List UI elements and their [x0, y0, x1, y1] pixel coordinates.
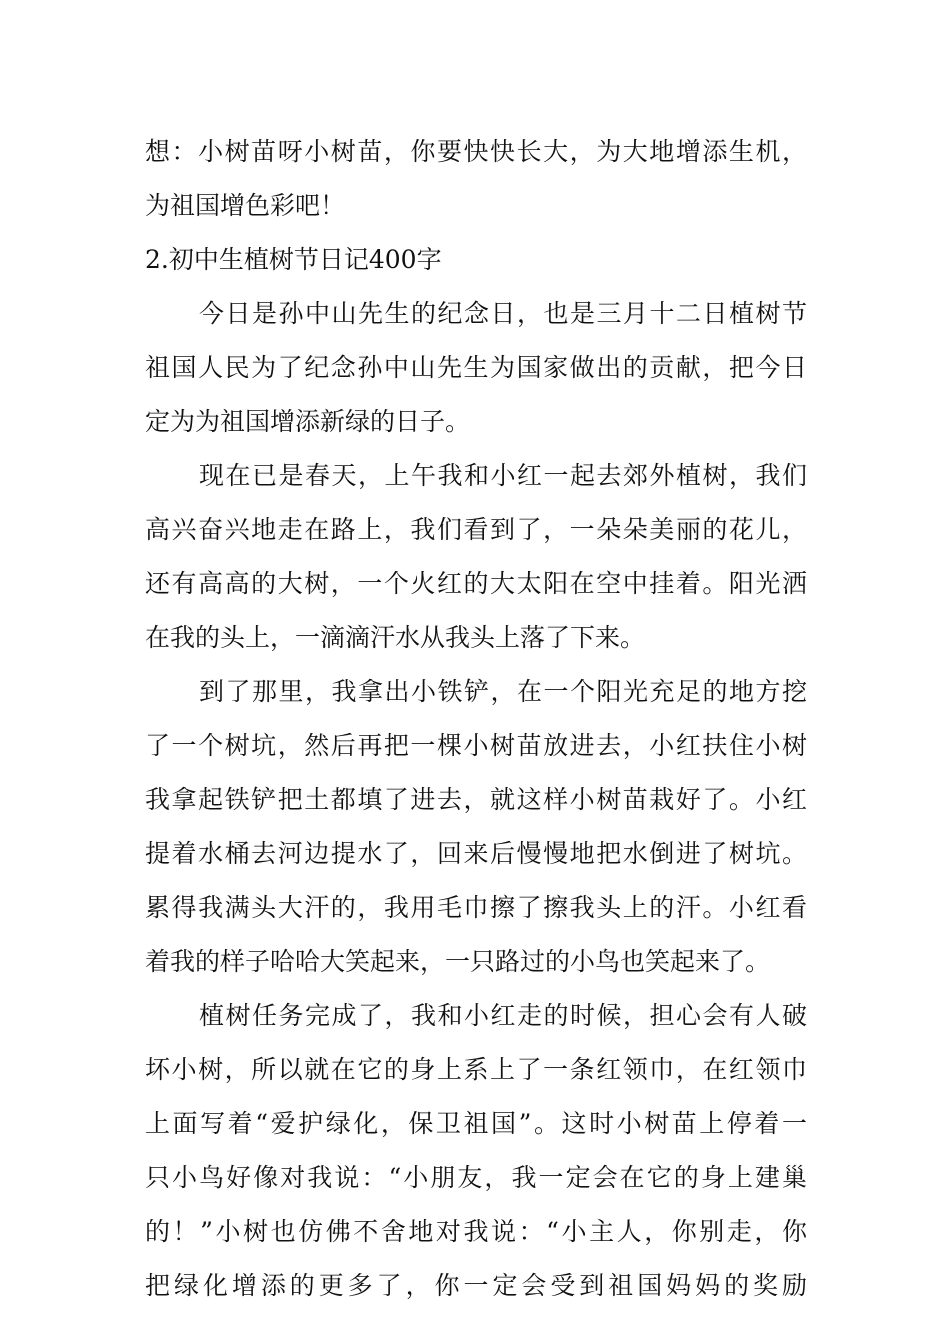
text-line: 现在已是春天，上午我和小红一起去郊外植树，我们 [199, 461, 807, 490]
text-line: 累得我满头大汗的，我用毛巾擦了擦我头上的汗。小红看 [145, 893, 807, 922]
document-body [145, 125, 807, 1313]
text-line: 我拿起铁铲把土都填了进去，就这样小树苗栽好了。小红 [145, 785, 807, 814]
text-line: 把绿化增添的更多了，你一定会受到祖国妈妈的奖励 [145, 1271, 807, 1300]
text-line: 为祖国增色彩吧！ [145, 191, 346, 220]
text-line: 到了那里，我拿出小铁铲，在一个阳光充足的地方挖 [199, 677, 807, 706]
text-line: 上面写着“爱护绿化，保卫祖国”。这时小树苗上停着一 [145, 1109, 807, 1138]
text-line: 还有高高的大树，一个火红的大太阳在空中挂着。阳光洒 [145, 569, 807, 598]
text-line: 了一个树坑，然后再把一棵小树苗放进去，小红扶住小树 [145, 731, 807, 760]
text-line: 祖国人民为了纪念孙中山先生为国家做出的贡献，把今日 [145, 353, 807, 382]
text-line: 今日是孙中山先生的纪念日，也是三月十二日植树节 [199, 299, 807, 328]
text-line: 在我的头上，一滴滴汗水从我头上落了下来。 [145, 623, 646, 652]
text-line: 着我的样子哈哈大笑起来，一只路过的小鸟也笑起来了。 [145, 947, 771, 976]
text-line: 提着水桶去河边提水了，回来后慢慢地把水倒进了树坑。 [145, 839, 807, 868]
text-line: 植树任务完成了，我和小红走的时候，担心会有人破 [199, 1001, 807, 1030]
text-line: 只小鸟好像对我说：“小朋友，我一定会在它的身上建巢 [145, 1163, 807, 1192]
text-line: 高兴奋兴地走在路上，我们看到了，一朵朵美丽的花儿， [145, 515, 807, 544]
text-line: 的！”小树也仿佛不舍地对我说：“小主人，你别走，你 [145, 1217, 807, 1246]
text-line: 定为为祖国增添新绿的日子。 [145, 407, 471, 436]
section-heading: 2.初中生植树节日记400字 [145, 245, 442, 274]
text-line: 坏小树，所以就在它的身上系上了一条红领巾，在红领巾 [145, 1055, 807, 1084]
text-line: 想：小树苗呀小树苗，你要快快长大，为大地增添生机， [145, 137, 807, 166]
